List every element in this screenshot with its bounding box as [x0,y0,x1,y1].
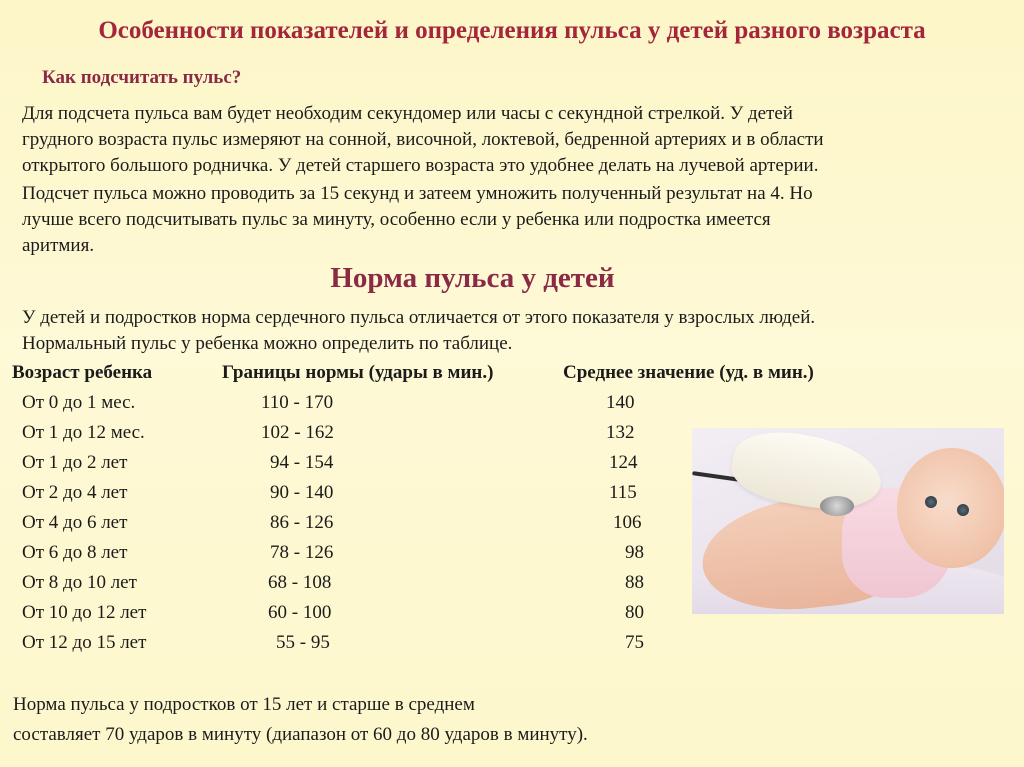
paragraph-line: У детей и подростков норма сердечного пульса отличается от этого показателя у взрослых людей. [22,307,816,328]
table-cell-average: 140 [606,392,635,413]
table-cell-average: 106 [613,512,642,533]
table-cell-range: 55 - 95 [276,632,330,653]
table-cell-age: От 12 до 15 лет [22,632,147,653]
table-cell-range: 68 - 108 [268,572,332,593]
paragraph-line: Подсчет пульса можно проводить за 15 секунд и затеем умножить полученный результат на 4. Но [22,183,813,204]
table-cell-age: От 8 до 10 лет [22,572,137,593]
table-cell-age: От 2 до 4 лет [22,482,128,503]
section-title-pulse-norm: Норма пульса у детей [330,262,615,294]
table-cell-average: 115 [609,482,637,503]
table-header-average: Среднее значение (уд. в мин.) [563,362,814,383]
table-cell-age: От 0 до 1 мес. [22,392,136,413]
table-cell-average: 98 [625,542,644,563]
table-header-age: Возраст ребенка [12,362,153,383]
paragraph-norm-intro [22,305,1007,357]
paragraph-line: Нормальный пульс у ребенка можно определить по таблице. [22,333,513,354]
table-cell-average: 132 [606,422,635,443]
photo-baby-eye [925,496,937,508]
table-cell-range: 110 - 170 [261,392,334,413]
table-cell-age: От 6 до 8 лет [22,542,128,563]
table-cell-age: От 4 до 6 лет [22,512,128,533]
footer-line: Норма пульса у подростков от 15 лет и старше в среднем [13,694,475,715]
paragraph-line: грудного возраста пульс измеряют на сонной, височной, локтевой, бедренной артериях и в области [22,129,824,150]
page-title: Особенности показателей и определения пульса у детей разного возраста [98,17,926,44]
table-cell-average: 124 [609,452,638,473]
stethoscope-icon [820,496,854,516]
table-cell-age: От 1 до 12 мес. [22,422,145,443]
table-cell-average: 88 [625,572,644,593]
photo-baby-eye [957,504,969,516]
table-cell-range: 60 - 100 [268,602,332,623]
photo-baby-head [897,448,1004,568]
paragraph-line: аритмия. [22,235,95,256]
table-header-range: Границы нормы (удары в мин.) [222,362,494,383]
table-cell-age: От 1 до 2 лет [22,452,128,473]
table-cell-age: От 10 до 12 лет [22,602,147,623]
paragraph-counting-method [22,101,1007,179]
paragraph-counting-time [22,181,1007,259]
baby-stethoscope-photo [692,428,1004,614]
table-cell-range: 86 - 126 [270,512,334,533]
table-cell-average: 75 [625,632,644,653]
table-cell-average: 80 [625,602,644,623]
paragraph-line: открытого большого родничка. У детей старшего возраста это удобнее делать на лучевой артерии. [22,155,819,176]
paragraph-line: лучше всего подсчитывать пульс за минуту, особенно если у ребенка или подростка имеется [22,209,771,230]
table-cell-range: 90 - 140 [270,482,334,503]
subtitle-how-to-count: Как подсчитать пульс? [42,67,242,88]
table-cell-range: 78 - 126 [270,542,334,563]
paragraph-line: Для подсчета пульса вам будет необходим секундомер или часы с секундной стрелкой. У детей [22,103,793,124]
footer-line: составляет 70 ударов в минуту (диапазон от 60 до 80 ударов в минуту). [13,724,588,745]
table-cell-range: 94 - 154 [270,452,334,473]
table-cell-range: 102 - 162 [261,422,334,443]
